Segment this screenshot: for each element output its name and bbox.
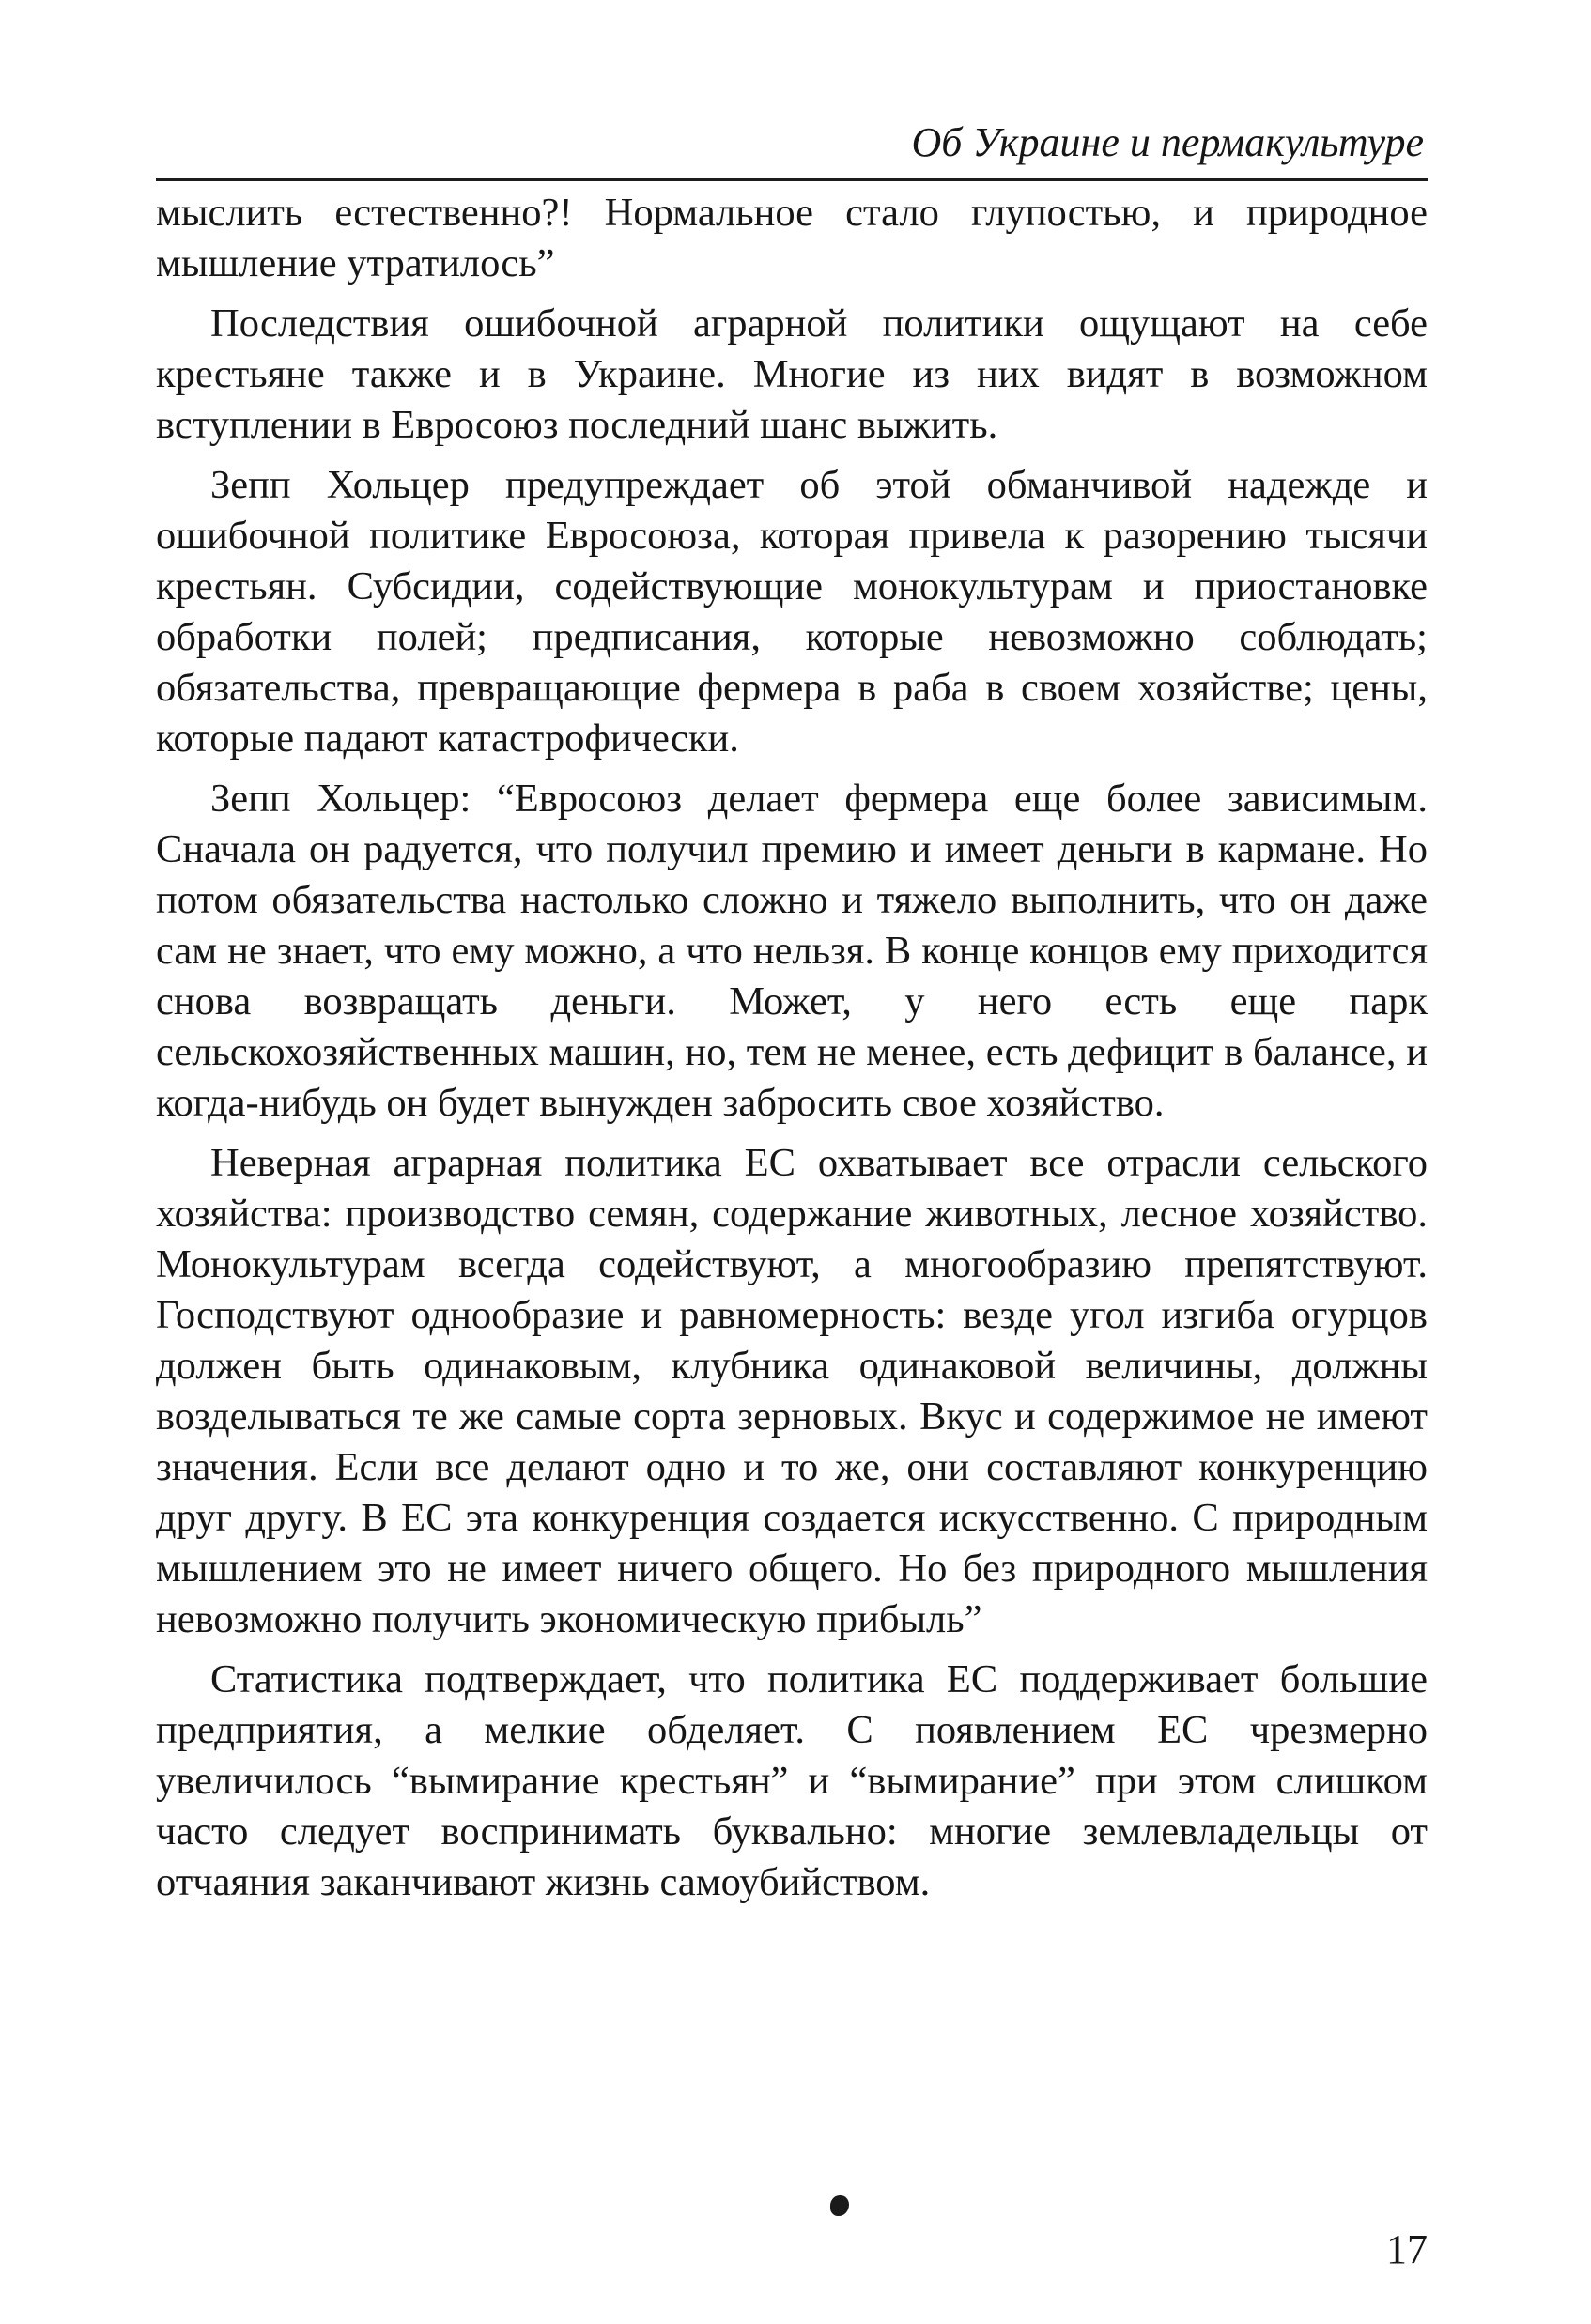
body-text bbox=[156, 188, 1428, 1917]
paragraph-continuation: мыслить естественно?! Нормальное стало глупостью, и природное мышление утратилось” bbox=[156, 191, 1428, 285]
running-header-title: Об Украине и пермакультуре bbox=[911, 119, 1424, 165]
paragraph: Последствия ошибочной аграрной политики ощущают на себе крестьяне также и в Украине. Многие из них видят в возможном вступлении в Евросоюз последний шанс выжить. bbox=[156, 301, 1428, 447]
paragraph: Зепп Хольцер предупреждает об этой обманчивой надежде и ошибочной политике Евросоюза, которая привела к разорению тысячи крестьян. Субсидии, содействующие монокультурам и приостановке обработки полей; предписания, которые невозможно соблюдать; обязательства, превращающие фермера в раба в своем хозяйстве; цены, которые падают катастрофически. bbox=[156, 463, 1428, 761]
paragraph: Неверная аграрная политика ЕС охватывает все отрасли сельского хозяйства: производство семян, содержание животных, лесное хозяйство. Монокультурам всегда содействуют, а многообразию препятствуют. Господствуют однообразие и равномерность: везде угол изгиба огурцов должен быть одинаковым, клубника одинаковой величины, должны возделываться те же самые сорта зерновых. Вкус и содержимое не имеют значения. Если все делают одно и то же, они составляют конкуренцию друг другу. В ЕС эта конкуренция создается искусственно. С природным мышлением это не имеет ничего общего. Но без природного мышления невозможно получить экономическую прибыль” bbox=[156, 1141, 1428, 1641]
paragraph: Зепп Хольцер: “Евросоюз делает фермера еще более зависимым. Сначала он радуется, что получил премию и имеет деньги в кармане. Но потом обязательства настолько сложно и тяжело выполнить, что он даже сам не знает, что ему можно, а что нельзя. В конце концов ему приходится снова возвращать деньги. Может, у него есть еще парк сельскохозяйственных машин, но, тем не менее, есть дефицит в балансе, и когда-нибудь он будет вынужден забросить свое хозяйство. bbox=[156, 777, 1428, 1125]
page-number: 17 bbox=[1386, 2226, 1428, 2272]
running-header bbox=[156, 105, 1428, 181]
ink-smudge bbox=[830, 2195, 849, 2216]
paragraph: Статистика подтверждает, что политика ЕС поддерживает большие предприятия, а мелкие обделяет. С появлением ЕС чрезмерно увеличилось “вымирание крестьян” и “вымирание” при этом слишком часто следует воспринимать буквально: многие землевладельцы от отчаяния заканчивают жизнь самоубийством. bbox=[156, 1657, 1428, 1904]
